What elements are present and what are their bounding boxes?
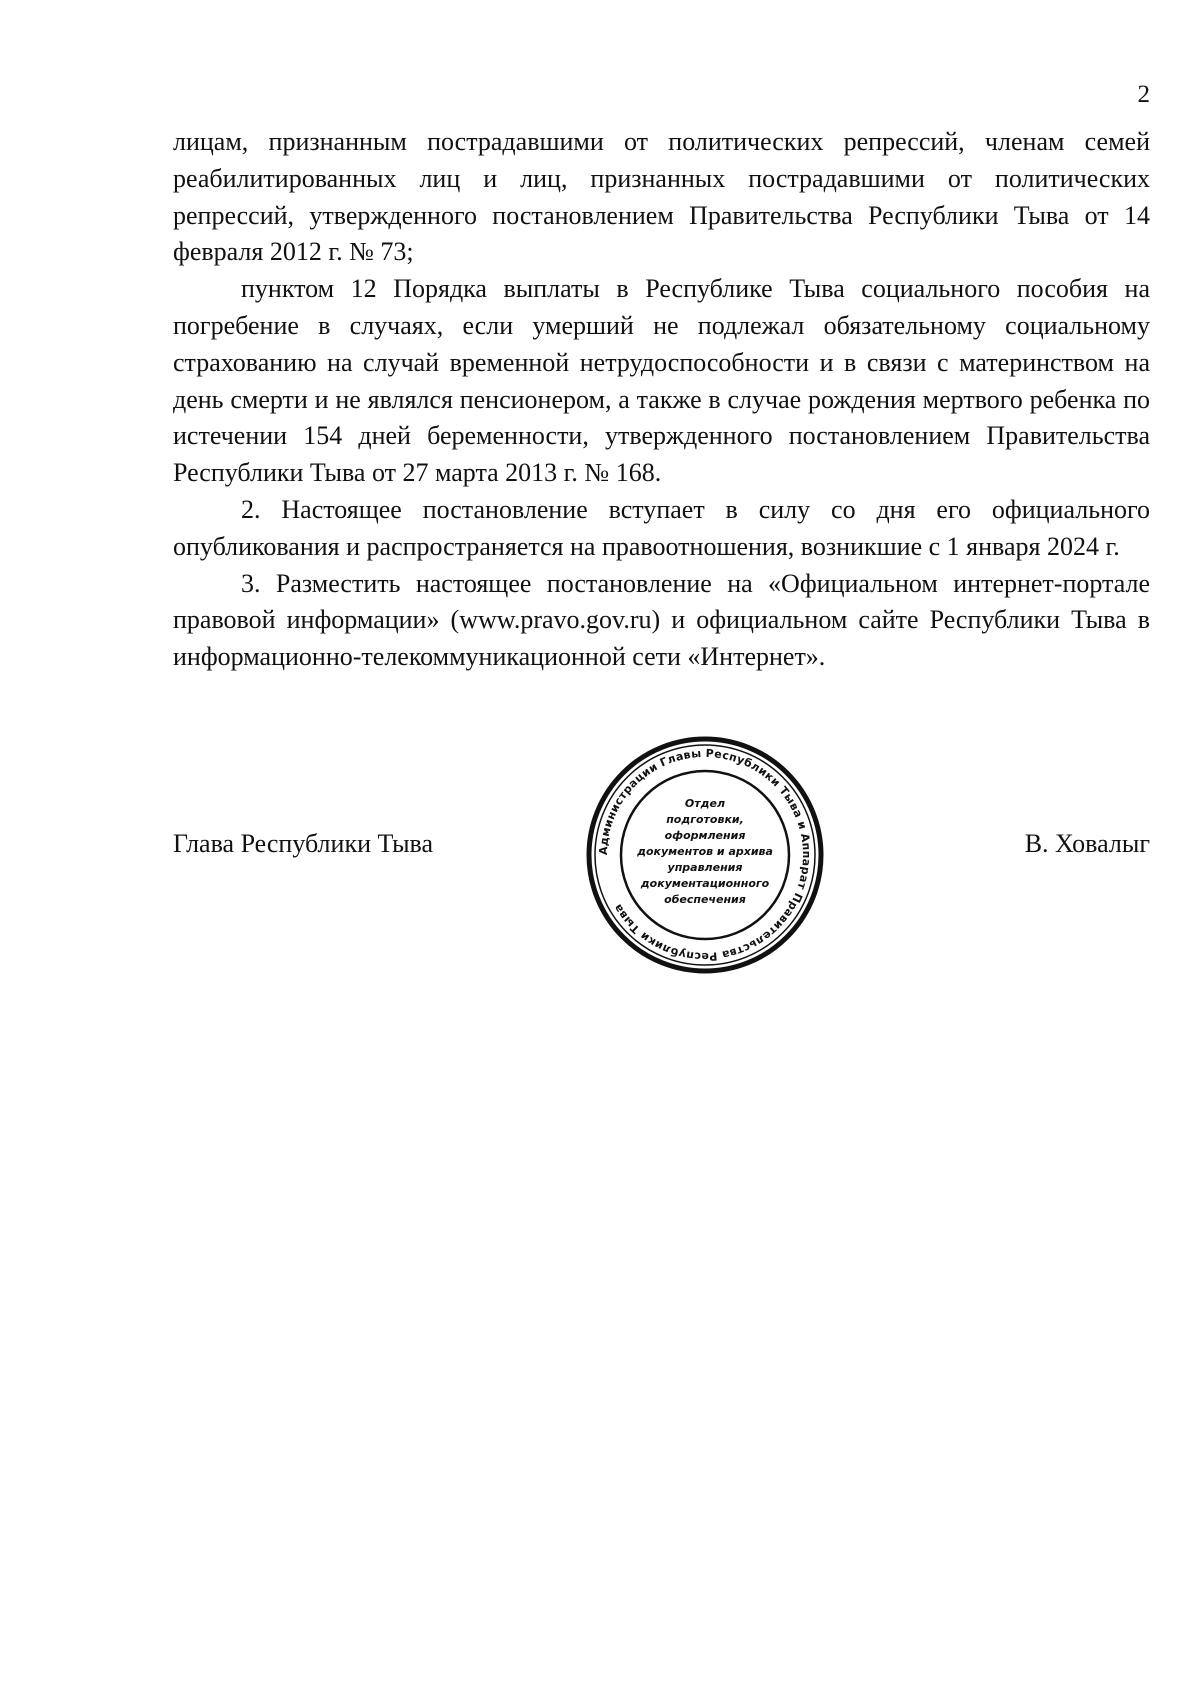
paragraph-continuation: лицам, признанным пострадавшими от политических репрессий, членам семей реабилитированных лиц и лиц, признанных пострадавшими от политических репрессий, утвержденного постановлением Правительства Республики Тыва от 14 февраля 2012 г. № 73;	[173, 127, 1150, 267]
page-number: 2	[1137, 81, 1150, 108]
seal-icon	[585, 735, 825, 975]
seal-center-line: подготовки,	[666, 813, 744, 826]
seal-center-line: документов и архива	[637, 845, 773, 858]
seal-center-line: оформления	[664, 829, 746, 842]
paragraph-point-2: 2. Настоящее постановление вступает в силу со дня его официального опубликования и распространяется на правоотношения, возникшие с 1 января 2024 г.	[173, 494, 1150, 561]
seal-center-line: обеспечения	[664, 893, 746, 906]
official-seal-stamp	[585, 735, 825, 975]
paragraph-item-12: пунктом 12 Порядка выплаты в Республике Тыва социального пособия на погребение в случаях, если умерший не подлежал обязательному социальному страхованию на случай временной нетрудоспособности и в связи с материнством на день смерти и не являлся пенсионером, а также в случае рождения мертвого ребенка по истечении 154 дней беременности, утвержденного постановлением Правительства Республики Тыва от 27 марта 2013 г. № 168.	[173, 274, 1150, 488]
seal-ring-text: Администрации Главы Республики Тыва и Аппарат Правительства Республики Тыва	[596, 746, 814, 964]
paragraph-point-3: 3. Разместить настоящее постановление на «Официальном интернет-портале правовой информации» (www.pravo.gov.ru) и официальном сайте Республики Тыва в информационно-телекоммуникационной сети «Интернет».	[173, 568, 1150, 672]
document-body	[173, 124, 1150, 676]
seal-center-line: управления	[667, 861, 743, 874]
seal-center-line: Отдел	[684, 797, 726, 810]
seal-center-line: документационного	[640, 877, 770, 890]
signature-name: В. Ховалыг	[1024, 829, 1150, 858]
signature-position: Глава Республики Тыва	[173, 829, 434, 858]
